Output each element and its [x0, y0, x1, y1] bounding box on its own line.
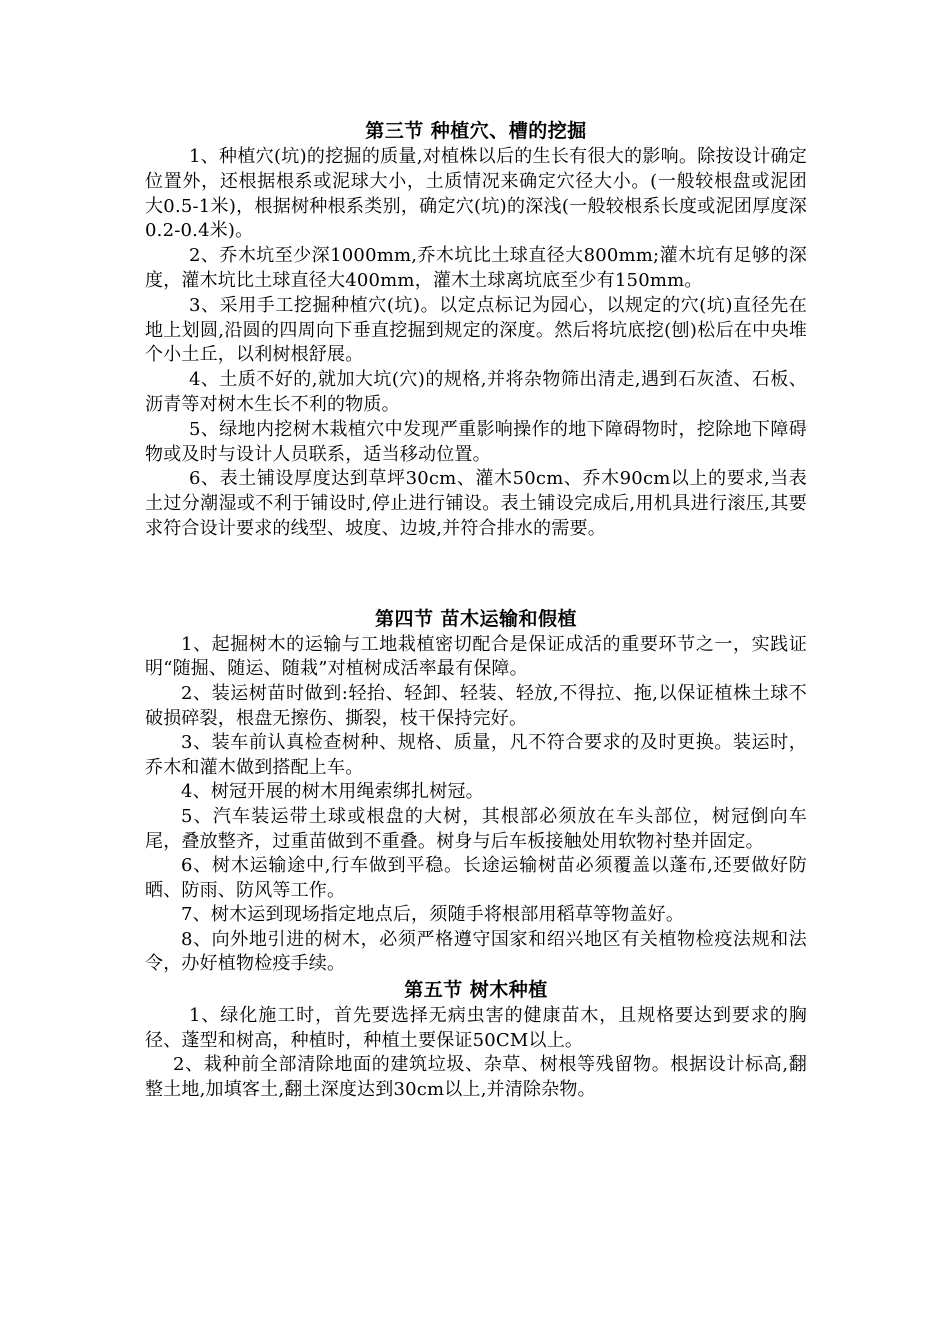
section-5	[145, 977, 807, 1102]
section-3	[145, 118, 807, 542]
paragraph: 7、树木运到现场指定地点后，须随手将根部用稻草等物盖好。	[181, 904, 685, 926]
paragraph: 4、树冠开展的树木用绳索绑扎树冠。	[181, 781, 484, 803]
paragraph: 2、栽种前全部清除地面的建筑垃圾、杂草、树根等残留物。根据设计标高,翻整土地,加填客土,翻土深度达到30cm以上,并清除杂物。	[145, 1054, 807, 1100]
paragraph: 1、起掘树木的运输与工地栽植密切配合是保证成活的重要环节之一，实践证明“随掘、随运、随栽”对植树成活率最有保障。	[145, 633, 807, 680]
paragraph: 2、装运树苗时做到:轻抬、轻卸、轻装、轻放,不得拉、拖,以保证植株土球不破损碎裂，根盘无擦伤、撕裂，枝干保持完好。	[145, 682, 807, 729]
section-heading: 第五节 树木种植	[404, 979, 548, 1002]
paragraph: 6、表土铺设厚度达到草坪30cm、灌木50cm、乔木90cm以上的要求,当表土过分潮湿或不利于铺设时,停止进行铺设。表土铺设完成后,用机具进行滚压,其要求符合设计要求的线型、坡度、边坡,并符合排水的需要。	[145, 468, 807, 539]
section-heading: 第四节 苗木运输和假植	[374, 607, 578, 630]
document-page	[145, 118, 807, 1102]
paragraph: 3、采用手工挖掘种植穴(坑)。以定点标记为园心，以规定的穴(坑)直径先在地上划圆,沿圆的四周向下垂直挖掘到规定的深度。然后将坑底挖(刨)松后在中央堆个小土丘，以利树根舒展。	[145, 294, 807, 366]
paragraph: 1、绿化施工时，首先要选择无病虫害的健康苗木，且规格要达到要求的胸径、蓬型和树高，种植时，种植土要保证50CM以上。	[145, 1005, 807, 1051]
paragraph: 5、绿地内挖树木栽植穴中发现严重影响操作的地下障碍物时，挖除地下障碍物或及时与设计人员联系，适当移动位置。	[145, 418, 807, 465]
paragraph: 8、向外地引进的树木，必须严格遵守国家和绍兴地区有关植物检疫法规和法令，办好植物检疫手续。	[145, 928, 807, 975]
paragraph: 3、装车前认真检查树种、规格、质量，凡不符合要求的及时更换。装运时，乔木和灌木做到搭配上车。	[145, 732, 807, 778]
section-heading: 第三节 种植穴、槽的挖掘	[365, 120, 587, 142]
section-spacer	[145, 542, 807, 606]
paragraph: 6、树木运输途中,行车做到平稳。长途运输树苗必须覆盖以蓬布,还要做好防晒、防雨、防风等工作。	[145, 855, 807, 901]
paragraph: 2、乔木坑至少深1000mm,乔木坑比土球直径大800mm;灌木坑有足够的深度，灌木坑比土球直径大400mm，灌木土球离坑底至少有150mm。	[145, 245, 807, 291]
section-4	[145, 606, 807, 977]
paragraph: 4、土质不好的,就加大坑(穴)的规格,并将杂物筛出清走,遇到石灰渣、石板、沥青等对树木生长不利的物质。	[145, 369, 807, 415]
paragraph: 1、种植穴(坑)的挖掘的质量,对植株以后的生长有很大的影响。除按设计确定位置外，还根据根系或泥球大小，土质情况来确定穴径大小。(一般较根盘或泥团大0.5-1米)，根据树种根系类别，确定穴(坑)的深浅(一般较根系长度或泥团厚度深0.2-0.4米)。	[145, 146, 807, 242]
paragraph: 5、汽车装运带土球或根盘的大树，其根部必须放在车头部位，树冠倒向车尾，叠放整齐，过重苗做到不重叠。树身与后车板接触处用软物衬垫并固定。	[145, 805, 807, 852]
